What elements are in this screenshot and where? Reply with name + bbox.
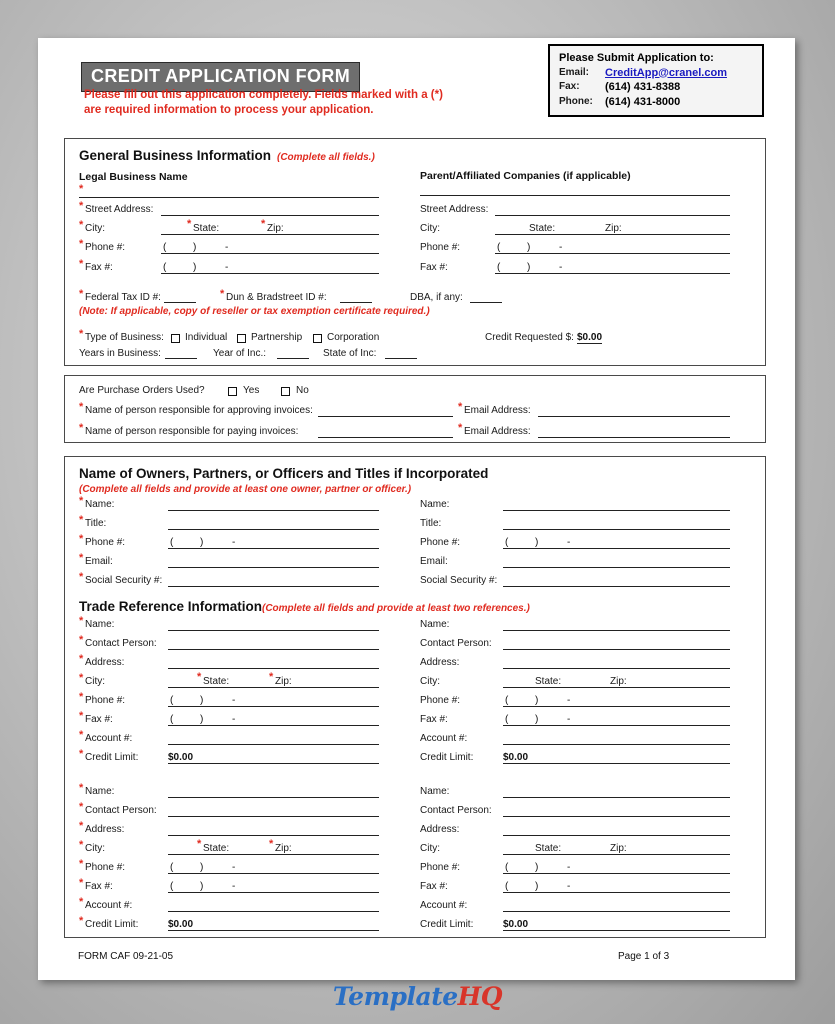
required-star: *: [79, 200, 84, 212]
trade2-city-state-zip-input[interactable]: [168, 854, 379, 855]
trade1-name-input[interactable]: [168, 630, 379, 631]
po-no-label: No: [296, 385, 309, 396]
submit-fax-label: Fax:: [559, 81, 580, 92]
general-section-note: (Complete all fields.): [277, 152, 375, 163]
owner-phone-label: Phone #:: [85, 537, 126, 548]
required-star: *: [269, 838, 274, 850]
owner-email-input[interactable]: [168, 567, 379, 568]
trade1r-credit-limit-input[interactable]: [503, 763, 730, 764]
owner2-phone-label: Phone #:: [420, 537, 461, 548]
owner-phone-close-paren: ): [200, 537, 204, 548]
trade1r-phone-dash: -: [567, 695, 571, 706]
owner2-title-label: Title:: [420, 518, 442, 529]
type-of-business-label: Type of Business:: [85, 332, 164, 343]
required-star: *: [79, 288, 84, 300]
required-star: *: [79, 748, 84, 760]
zip-label: Zip:: [267, 223, 284, 234]
owner-title-label: Title:: [85, 518, 107, 529]
submit-phone-value: (614) 431-8000: [605, 95, 681, 108]
trade1r-contact-label: Contact Person:: [420, 638, 492, 649]
watermark-hq-text: HQ: [457, 982, 503, 1011]
form-page: [38, 38, 795, 980]
parent-fax-input[interactable]: [495, 273, 730, 274]
parent-state-label: State:: [529, 223, 556, 234]
purchase-orders-question: Are Purchase Orders Used?: [79, 385, 205, 396]
trade1r-fax-close-paren: ): [535, 714, 539, 725]
trade2r-fax-input[interactable]: [503, 892, 730, 893]
trade2-credit-limit-input[interactable]: [168, 930, 379, 931]
owner-name-input[interactable]: [168, 510, 379, 511]
trade1r-credit-limit-label: Credit Limit:: [420, 752, 474, 763]
corporation-label: Corporation: [327, 332, 380, 343]
trade1r-zip-label: Zip:: [610, 676, 627, 687]
trade2r-credit-limit-label: Credit Limit:: [420, 919, 474, 930]
trade2-zip-label: Zip:: [275, 843, 292, 854]
required-star: *: [79, 915, 84, 927]
owner2-name-label: Name:: [420, 499, 450, 510]
trade1r-fax-open-paren: (: [505, 714, 509, 725]
required-star: *: [79, 653, 84, 665]
general-section-title: General Business Information: [79, 148, 272, 163]
trade1r-account-label: Account #:: [420, 733, 468, 744]
years-in-business-input[interactable]: [165, 358, 197, 359]
trade1r-city-state-zip-input[interactable]: [503, 687, 730, 688]
fax-input[interactable]: [161, 273, 379, 274]
state-of-inc-input[interactable]: [385, 358, 417, 359]
trade2-account-label: Account #:: [85, 900, 133, 911]
trade2r-name-input[interactable]: [503, 797, 730, 798]
owners-section-title: Name of Owners, Partners, or Officers and Titles if Incorporated: [79, 466, 489, 481]
submit-phone-label: Phone:: [559, 95, 593, 107]
trade2r-city-state-zip-input[interactable]: [503, 854, 730, 855]
checkbox-individual[interactable]: [171, 334, 180, 343]
templatehq-watermark: [0, 982, 835, 1011]
submit-fax-value: (614) 431-8388: [605, 81, 681, 93]
required-star: *: [79, 672, 84, 684]
trade1-state-label: State:: [203, 676, 230, 687]
trade2-contact-input[interactable]: [168, 816, 379, 817]
trade1r-phone-open-paren: (: [505, 695, 509, 706]
trade2r-phone-open-paren: (: [505, 862, 509, 873]
trade1-fax-open-paren: (: [170, 714, 174, 725]
trade1-phone-close-paren: ): [200, 695, 204, 706]
parent-name-input[interactable]: [420, 195, 730, 196]
trade2-address-label: Address:: [85, 824, 125, 835]
checkbox-po-no[interactable]: [281, 387, 290, 396]
trade2r-phone-dash: -: [567, 862, 571, 873]
paying-email-label: Email Address:: [464, 426, 531, 437]
trade1-phone-dash: -: [232, 695, 236, 706]
owner-phone-input[interactable]: [168, 548, 379, 549]
trade1r-address-input[interactable]: [503, 668, 730, 669]
owner2-ssn-input[interactable]: [503, 586, 730, 587]
approving-email-label: Email Address:: [464, 405, 531, 416]
owner2-email-label: Email:: [420, 556, 448, 567]
trade2r-fax-dash: -: [567, 881, 571, 892]
trade1r-city-label: City:: [420, 676, 440, 687]
parent-city-label: City:: [420, 223, 440, 234]
year-of-inc-input[interactable]: [277, 358, 309, 359]
phone-close-paren: ): [193, 242, 197, 253]
parent-phone-input[interactable]: [495, 253, 730, 254]
trade1-fax-close-paren: ): [200, 714, 204, 725]
trade2r-fax-open-paren: (: [505, 881, 509, 892]
owner-email-label: Email:: [85, 556, 113, 567]
required-star: *: [220, 288, 225, 300]
trade1r-fax-dash: -: [567, 714, 571, 725]
street-address-input[interactable]: [161, 215, 379, 216]
required-star: *: [79, 615, 84, 627]
trade2r-address-input[interactable]: [503, 835, 730, 836]
purchase-orders-section: [64, 375, 766, 443]
page-number: Page 1 of 3: [618, 951, 670, 962]
required-star: *: [79, 422, 84, 434]
required-star: *: [197, 838, 202, 850]
trade2r-address-label: Address:: [420, 824, 460, 835]
trade2-fax-open-paren: (: [170, 881, 174, 892]
required-star: *: [79, 183, 84, 195]
phone-label: Phone #:: [85, 242, 126, 253]
trade2r-phone-input[interactable]: [503, 873, 730, 874]
trade2r-state-label: State:: [535, 843, 562, 854]
trade1-fax-label: Fax #:: [85, 714, 113, 725]
trade1-name-label: Name:: [85, 619, 115, 630]
trade2-credit-limit-value[interactable]: $0.00: [168, 919, 194, 930]
state-label: State:: [193, 223, 220, 234]
owner-ssn-input[interactable]: [168, 586, 379, 587]
required-star: *: [79, 691, 84, 703]
trade1-address-label: Address:: [85, 657, 125, 668]
owner2-name-input[interactable]: [503, 510, 730, 511]
required-star: *: [79, 896, 84, 908]
form-id: FORM CAF 09-21-05: [78, 951, 174, 962]
owners-and-trade-references-section: [64, 456, 766, 938]
required-star: *: [79, 839, 84, 851]
general-business-information-section: [64, 138, 766, 366]
trade1-contact-input[interactable]: [168, 649, 379, 650]
parent-phone-dash: -: [559, 242, 563, 253]
trade2-fax-close-paren: ): [200, 881, 204, 892]
trade1-contact-label: Contact Person:: [85, 638, 157, 649]
approving-invoices-input[interactable]: [318, 416, 453, 417]
trade2-phone-close-paren: ): [200, 862, 204, 873]
watermark-template-text: Template: [332, 982, 458, 1011]
fax-dash: -: [225, 262, 229, 273]
approving-invoices-label: Name of person responsible for approving invoices:: [85, 405, 313, 416]
submit-email-label: Email:: [559, 66, 590, 78]
submit-email-link[interactable]: CreditApp@cranel.com: [605, 66, 727, 79]
trade1r-fax-input[interactable]: [503, 725, 730, 726]
trade2-phone-open-paren: (: [170, 862, 174, 873]
trade2r-contact-input[interactable]: [503, 816, 730, 817]
phone-input[interactable]: [161, 253, 379, 254]
required-star: *: [458, 401, 463, 413]
parent-city-state-zip-input[interactable]: [495, 234, 730, 235]
required-star: *: [458, 422, 463, 434]
paying-email-input[interactable]: [538, 437, 730, 438]
trade2-fax-label: Fax #:: [85, 881, 113, 892]
parent-street-address-label: Street Address:: [420, 204, 489, 215]
parent-fax-close-paren: ): [527, 262, 531, 273]
years-in-business-label: Years in Business:: [79, 348, 161, 359]
trade1-phone-input[interactable]: [168, 706, 379, 707]
po-yes-label: Yes: [243, 385, 260, 396]
checkbox-po-yes[interactable]: [228, 387, 237, 396]
parent-phone-close-paren: ): [527, 242, 531, 253]
required-star: *: [79, 634, 84, 646]
tax-exemption-note: (Note: If applicable, copy of reseller or tax exemption certificate required.): [79, 306, 430, 317]
paying-invoices-label: Name of person responsible for paying invoices:: [85, 426, 299, 437]
legal-business-name-heading: Legal Business Name: [79, 171, 188, 183]
owner2-ssn-label: Social Security #:: [420, 575, 498, 586]
owner2-phone-dash: -: [567, 537, 571, 548]
federal-tax-id-input[interactable]: [164, 302, 196, 303]
individual-label: Individual: [185, 332, 228, 343]
credit-requested-label: Credit Requested $:: [485, 332, 574, 343]
parent-fax-dash: -: [559, 262, 563, 273]
trade2-city-label: City:: [85, 843, 105, 854]
trade2-account-input[interactable]: [168, 911, 379, 912]
owner-name-label: Name:: [85, 499, 115, 510]
trade2-phone-label: Phone #:: [85, 862, 126, 873]
trade2r-credit-limit-input[interactable]: [503, 930, 730, 931]
required-star: *: [269, 671, 274, 683]
fax-label: Fax #:: [85, 262, 113, 273]
trade2r-account-input[interactable]: [503, 911, 730, 912]
form-instructions: [84, 88, 544, 118]
submit-phone-row: [559, 95, 755, 110]
trade1-account-label: Account #:: [85, 733, 133, 744]
trade1-fax-dash: -: [232, 714, 236, 725]
trade1-account-input[interactable]: [168, 744, 379, 745]
trade2r-zip-label: Zip:: [610, 843, 627, 854]
trade2r-phone-label: Phone #:: [420, 862, 461, 873]
required-star: *: [79, 820, 84, 832]
required-star: *: [79, 258, 84, 270]
submit-application-box: [548, 44, 764, 117]
required-star: *: [79, 219, 84, 231]
trade2r-credit-limit-value[interactable]: $0.00: [503, 919, 529, 930]
trade1-fax-input[interactable]: [168, 725, 379, 726]
legal-business-name-input[interactable]: [79, 197, 379, 198]
submit-email-row: [559, 66, 755, 81]
owner2-email-input[interactable]: [503, 567, 730, 568]
trade1r-phone-label: Phone #:: [420, 695, 461, 706]
dun-bradstreet-label: Dun & Bradstreet ID #:: [226, 292, 327, 303]
submit-heading: Please Submit Application to:: [559, 52, 714, 64]
trade1r-phone-input[interactable]: [503, 706, 730, 707]
city-state-zip-input[interactable]: [161, 234, 379, 235]
required-star: *: [79, 533, 84, 545]
owner-ssn-label: Social Security #:: [85, 575, 163, 586]
required-star: *: [197, 671, 202, 683]
trade2-fax-dash: -: [232, 881, 236, 892]
trade1-zip-label: Zip:: [275, 676, 292, 687]
trade-section-title: Trade Reference Information: [79, 599, 263, 614]
checkbox-corporation[interactable]: [313, 334, 322, 343]
owner2-title-input[interactable]: [503, 529, 730, 530]
parent-phone-open-paren: (: [497, 242, 501, 253]
checkbox-partnership[interactable]: [237, 334, 246, 343]
partnership-label: Partnership: [251, 332, 303, 343]
street-address-label: Street Address:: [85, 204, 154, 215]
trade1-phone-label: Phone #:: [85, 695, 126, 706]
required-star: *: [79, 552, 84, 564]
state-of-inc-label: State of Inc:: [323, 348, 377, 359]
trade1-address-input[interactable]: [168, 668, 379, 669]
year-of-inc-label: Year of Inc.:: [213, 348, 266, 359]
instruction-line-1: Please fill out this application completely. Fields marked with a (*): [84, 89, 443, 101]
parent-zip-label: Zip:: [605, 223, 622, 234]
trade1r-phone-close-paren: ): [535, 695, 539, 706]
trade1r-fax-label: Fax #:: [420, 714, 448, 725]
trade1-credit-limit-label: Credit Limit:: [85, 752, 139, 763]
required-star: *: [79, 514, 84, 526]
fax-open-paren: (: [163, 262, 167, 273]
federal-tax-id-label: Federal Tax ID #:: [85, 292, 161, 303]
required-star: *: [79, 328, 84, 340]
trade2-name-input[interactable]: [168, 797, 379, 798]
owner2-phone-close-paren: ): [535, 537, 539, 548]
trade2-credit-limit-label: Credit Limit:: [85, 919, 139, 930]
trade1r-name-label: Name:: [420, 619, 450, 630]
trade1r-name-input[interactable]: [503, 630, 730, 631]
required-star: *: [79, 782, 84, 794]
parent-companies-heading: Parent/Affiliated Companies (if applicable): [420, 170, 631, 182]
parent-street-address-input[interactable]: [495, 215, 730, 216]
dun-bradstreet-input[interactable]: [340, 302, 372, 303]
trade1-credit-limit-input[interactable]: [168, 763, 379, 764]
instruction-line-2: are required information to process your application.: [84, 104, 374, 116]
required-star: *: [79, 571, 84, 583]
trade1r-state-label: State:: [535, 676, 562, 687]
trade1-phone-open-paren: (: [170, 695, 174, 706]
trade2-contact-label: Contact Person:: [85, 805, 157, 816]
required-star: *: [79, 401, 84, 413]
parent-phone-label: Phone #:: [420, 242, 461, 253]
owner-title-input[interactable]: [168, 529, 379, 530]
trade2-address-input[interactable]: [168, 835, 379, 836]
owner2-phone-open-paren: (: [505, 537, 509, 548]
trade2r-phone-close-paren: ): [535, 862, 539, 873]
trade2r-fax-label: Fax #:: [420, 881, 448, 892]
required-star: *: [79, 729, 84, 741]
required-star: *: [79, 877, 84, 889]
required-star: *: [79, 238, 84, 250]
trade-section-note: (Complete all fields and provide at least two references.): [262, 603, 530, 614]
city-label: City:: [85, 223, 105, 234]
required-star: *: [79, 495, 84, 507]
owner-phone-dash: -: [232, 537, 236, 548]
trade1r-account-input[interactable]: [503, 744, 730, 745]
page-title: CREDIT APPLICATION FORM: [81, 62, 360, 92]
trade2-fax-input[interactable]: [168, 892, 379, 893]
trade1-credit-limit-value[interactable]: $0.00: [168, 752, 194, 763]
trade2-phone-dash: -: [232, 862, 236, 873]
trade1-city-label: City:: [85, 676, 105, 687]
trade1-city-state-zip-input[interactable]: [168, 687, 379, 688]
trade2-phone-input[interactable]: [168, 873, 379, 874]
required-star: *: [79, 858, 84, 870]
parent-fax-label: Fax #:: [420, 262, 448, 273]
trade2-name-label: Name:: [85, 786, 115, 797]
phone-open-paren: (: [163, 242, 167, 253]
trade1r-contact-input[interactable]: [503, 649, 730, 650]
paying-invoices-input[interactable]: [318, 437, 453, 438]
trade2r-contact-label: Contact Person:: [420, 805, 492, 816]
trade2r-fax-close-paren: ): [535, 881, 539, 892]
owners-section-note: (Complete all fields and provide at least one owner, partner or officer.): [79, 484, 412, 495]
trade1r-credit-limit-value[interactable]: $0.00: [503, 752, 529, 763]
required-star: *: [79, 801, 84, 813]
trade2-state-label: State:: [203, 843, 230, 854]
required-star: *: [187, 218, 192, 230]
parent-fax-open-paren: (: [497, 262, 501, 273]
trade2r-name-label: Name:: [420, 786, 450, 797]
dba-input[interactable]: [470, 302, 502, 303]
credit-requested-value[interactable]: $0.00: [577, 332, 603, 343]
dba-label: DBA, if any:: [410, 292, 463, 303]
trade2r-city-label: City:: [420, 843, 440, 854]
fax-close-paren: ): [193, 262, 197, 273]
required-star: *: [79, 710, 84, 722]
phone-dash: -: [225, 242, 229, 253]
owner2-phone-input[interactable]: [503, 548, 730, 549]
required-star: *: [261, 218, 266, 230]
approving-email-input[interactable]: [538, 416, 730, 417]
submit-fax-row: [559, 80, 755, 95]
trade1r-address-label: Address:: [420, 657, 460, 668]
trade2r-account-label: Account #:: [420, 900, 468, 911]
owner-phone-open-paren: (: [170, 537, 174, 548]
